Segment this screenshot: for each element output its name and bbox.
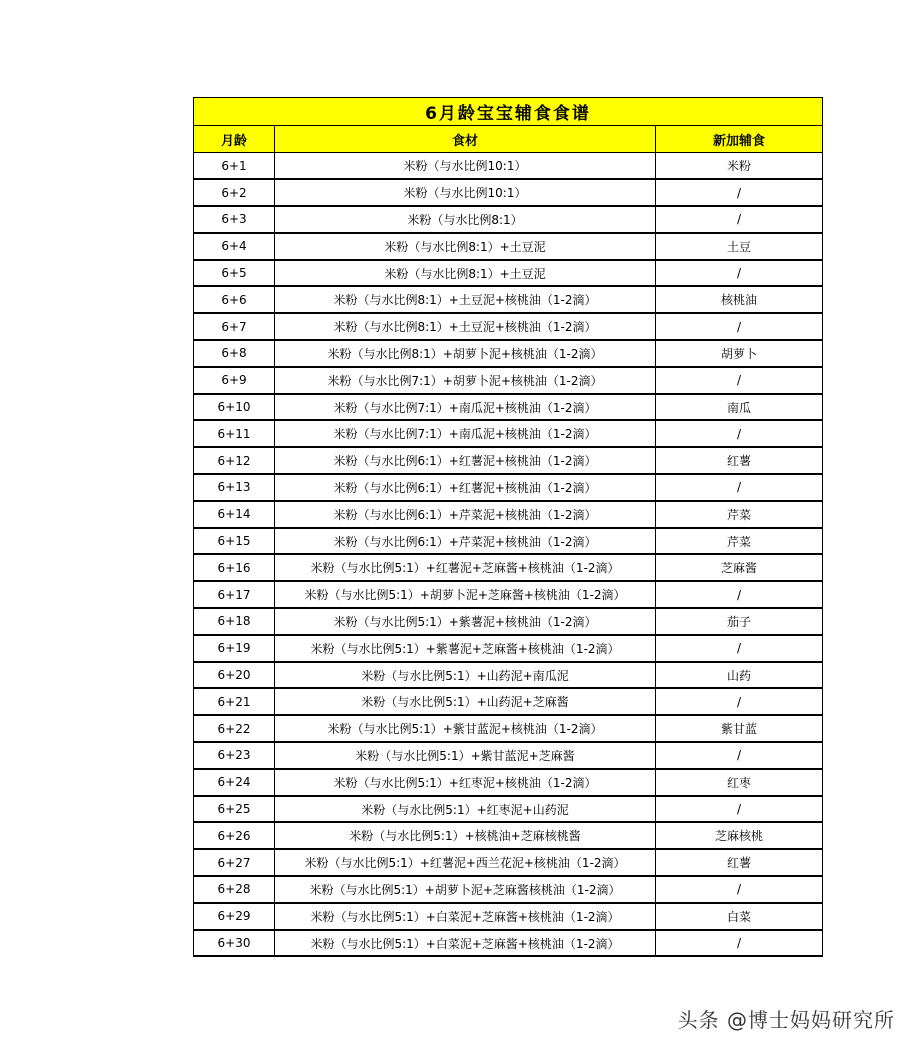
cell-new-food: 胡萝卜: [656, 340, 823, 367]
cell-ingredients: 米粉（与水比例5:1）+紫甘蓝泥+核桃油（1-2滴）: [275, 715, 656, 742]
cell-new-food: /: [656, 796, 823, 823]
cell-new-food: /: [656, 260, 823, 287]
cell-age: 6+6: [194, 286, 275, 313]
cell-new-food: 芝麻核桃: [656, 822, 823, 849]
table-row: [194, 635, 823, 662]
cell-age: 6+17: [194, 581, 275, 608]
cell-new-food: /: [656, 876, 823, 903]
cell-new-food: 南瓜: [656, 394, 823, 421]
cell-ingredients: 米粉（与水比例8:1）+土豆泥: [275, 233, 656, 260]
cell-new-food: /: [656, 635, 823, 662]
cell-ingredients: 米粉（与水比例5:1）+白菜泥+芝麻酱+核桃油（1-2滴）: [275, 903, 656, 930]
cell-new-food: 紫甘蓝: [656, 715, 823, 742]
cell-new-food: 芹菜: [656, 501, 823, 528]
cell-ingredients: 米粉（与水比例7:1）+胡萝卜泥+核桃油（1-2滴）: [275, 367, 656, 394]
cell-ingredients: 米粉（与水比例5:1）+胡萝卜泥+芝麻酱+核桃油（1-2滴）: [275, 581, 656, 608]
cell-ingredients: 米粉（与水比例5:1）+紫甘蓝泥+芝麻酱: [275, 742, 656, 769]
table-row: [194, 769, 823, 796]
table-row: [194, 662, 823, 689]
cell-age: 6+4: [194, 233, 275, 260]
cell-ingredients: 米粉（与水比例5:1）+红枣泥+核桃油（1-2滴）: [275, 769, 656, 796]
watermark: 头条 @博士妈妈研究所: [677, 1008, 895, 1032]
cell-age: 6+18: [194, 608, 275, 635]
cell-ingredients: 米粉（与水比例10:1）: [275, 153, 656, 180]
cell-new-food: /: [656, 930, 823, 957]
cell-new-food: 芹菜: [656, 528, 823, 555]
cell-age: 6+7: [194, 313, 275, 340]
cell-new-food: /: [656, 367, 823, 394]
cell-new-food: /: [656, 688, 823, 715]
cell-ingredients: 米粉（与水比例5:1）+白菜泥+芝麻酱+核桃油（1-2滴）: [275, 930, 656, 957]
cell-new-food: /: [656, 474, 823, 501]
table-row: [194, 688, 823, 715]
cell-age: 6+21: [194, 688, 275, 715]
cell-new-food: /: [656, 179, 823, 206]
table-row: [194, 742, 823, 769]
table-row: [194, 581, 823, 608]
cell-age: 6+14: [194, 501, 275, 528]
table-row: [194, 474, 823, 501]
cell-age: 6+11: [194, 420, 275, 447]
cell-age: 6+22: [194, 715, 275, 742]
cell-age: 6+24: [194, 769, 275, 796]
cell-age: 6+27: [194, 849, 275, 876]
cell-age: 6+25: [194, 796, 275, 823]
cell-ingredients: 米粉（与水比例5:1）+紫薯泥+芝麻酱+核桃油（1-2滴）: [275, 635, 656, 662]
cell-ingredients: 米粉（与水比例7:1）+南瓜泥+核桃油（1-2滴）: [275, 420, 656, 447]
cell-ingredients: 米粉（与水比例5:1）+核桃油+芝麻核桃酱: [275, 822, 656, 849]
cell-new-food: 核桃油: [656, 286, 823, 313]
cell-age: 6+20: [194, 662, 275, 689]
cell-age: 6+8: [194, 340, 275, 367]
cell-age: 6+12: [194, 447, 275, 474]
cell-new-food: 土豆: [656, 233, 823, 260]
cell-ingredients: 米粉（与水比例10:1）: [275, 179, 656, 206]
cell-ingredients: 米粉（与水比例5:1）+山药泥+芝麻酱: [275, 688, 656, 715]
table-row: [194, 608, 823, 635]
cell-ingredients: 米粉（与水比例7:1）+南瓜泥+核桃油（1-2滴）: [275, 394, 656, 421]
cell-ingredients: 米粉（与水比例8:1）+土豆泥: [275, 260, 656, 287]
table-row: [194, 153, 823, 180]
table-row: [194, 715, 823, 742]
cell-ingredients: 米粉（与水比例8:1）+胡萝卜泥+核桃油（1-2滴）: [275, 340, 656, 367]
cell-new-food: 红薯: [656, 849, 823, 876]
cell-ingredients: 米粉（与水比例6:1）+红薯泥+核桃油（1-2滴）: [275, 447, 656, 474]
table-row: [194, 179, 823, 206]
cell-new-food: /: [656, 313, 823, 340]
table-row: [194, 394, 823, 421]
cell-ingredients: 米粉（与水比例8:1）+土豆泥+核桃油（1-2滴）: [275, 313, 656, 340]
cell-new-food: 茄子: [656, 608, 823, 635]
cell-age: 6+2: [194, 179, 275, 206]
cell-age: 6+13: [194, 474, 275, 501]
cell-age: 6+23: [194, 742, 275, 769]
header-ingredients: 食材: [275, 126, 656, 153]
cell-ingredients: 米粉（与水比例5:1）+紫薯泥+核桃油（1-2滴）: [275, 608, 656, 635]
cell-new-food: /: [656, 420, 823, 447]
cell-age: 6+5: [194, 260, 275, 287]
cell-ingredients: 米粉（与水比例6:1）+芹菜泥+核桃油（1-2滴）: [275, 501, 656, 528]
cell-age: 6+19: [194, 635, 275, 662]
cell-ingredients: 米粉（与水比例6:1）+芹菜泥+核桃油（1-2滴）: [275, 528, 656, 555]
table-title: 6月龄宝宝辅食食谱: [194, 98, 823, 126]
cell-age: 6+9: [194, 367, 275, 394]
table-row: [194, 447, 823, 474]
table-row: [194, 313, 823, 340]
table-row: [194, 260, 823, 287]
cell-ingredients: 米粉（与水比例6:1）+红薯泥+核桃油（1-2滴）: [275, 474, 656, 501]
cell-ingredients: 米粉（与水比例5:1）+红薯泥+西兰花泥+核桃油（1-2滴）: [275, 849, 656, 876]
table-row: [194, 796, 823, 823]
cell-new-food: /: [656, 206, 823, 233]
cell-new-food: 芝麻酱: [656, 554, 823, 581]
cell-age: 6+30: [194, 930, 275, 957]
cell-age: 6+1: [194, 153, 275, 180]
cell-new-food: 白菜: [656, 903, 823, 930]
cell-age: 6+28: [194, 876, 275, 903]
cell-age: 6+10: [194, 394, 275, 421]
table-row: [194, 206, 823, 233]
cell-ingredients: 米粉（与水比例5:1）+红薯泥+芝麻酱+核桃油（1-2滴）: [275, 554, 656, 581]
recipe-table: [193, 97, 823, 957]
header-age: 月龄: [194, 126, 275, 153]
cell-new-food: 米粉: [656, 153, 823, 180]
table-row: [194, 528, 823, 555]
cell-age: 6+29: [194, 903, 275, 930]
cell-new-food: /: [656, 742, 823, 769]
cell-age: 6+15: [194, 528, 275, 555]
cell-new-food: 红薯: [656, 447, 823, 474]
cell-age: 6+16: [194, 554, 275, 581]
cell-age: 6+26: [194, 822, 275, 849]
table-row: [194, 554, 823, 581]
table-row: [194, 822, 823, 849]
table-row: [194, 930, 823, 957]
cell-age: 6+3: [194, 206, 275, 233]
header-new-food: 新加辅食: [656, 126, 823, 153]
table-row: [194, 501, 823, 528]
table-row: [194, 849, 823, 876]
cell-ingredients: 米粉（与水比例5:1）+红枣泥+山药泥: [275, 796, 656, 823]
cell-ingredients: 米粉（与水比例8:1）: [275, 206, 656, 233]
cell-new-food: 山药: [656, 662, 823, 689]
cell-new-food: 红枣: [656, 769, 823, 796]
cell-new-food: /: [656, 581, 823, 608]
cell-ingredients: 米粉（与水比例5:1）+胡萝卜泥+芝麻酱核桃油（1-2滴）: [275, 876, 656, 903]
table-row: [194, 903, 823, 930]
table-row: [194, 233, 823, 260]
table-row: [194, 420, 823, 447]
table-row: [194, 876, 823, 903]
cell-ingredients: 米粉（与水比例8:1）+土豆泥+核桃油（1-2滴）: [275, 286, 656, 313]
cell-ingredients: 米粉（与水比例5:1）+山药泥+南瓜泥: [275, 662, 656, 689]
table-row: [194, 367, 823, 394]
table-row: [194, 340, 823, 367]
table-row: [194, 286, 823, 313]
